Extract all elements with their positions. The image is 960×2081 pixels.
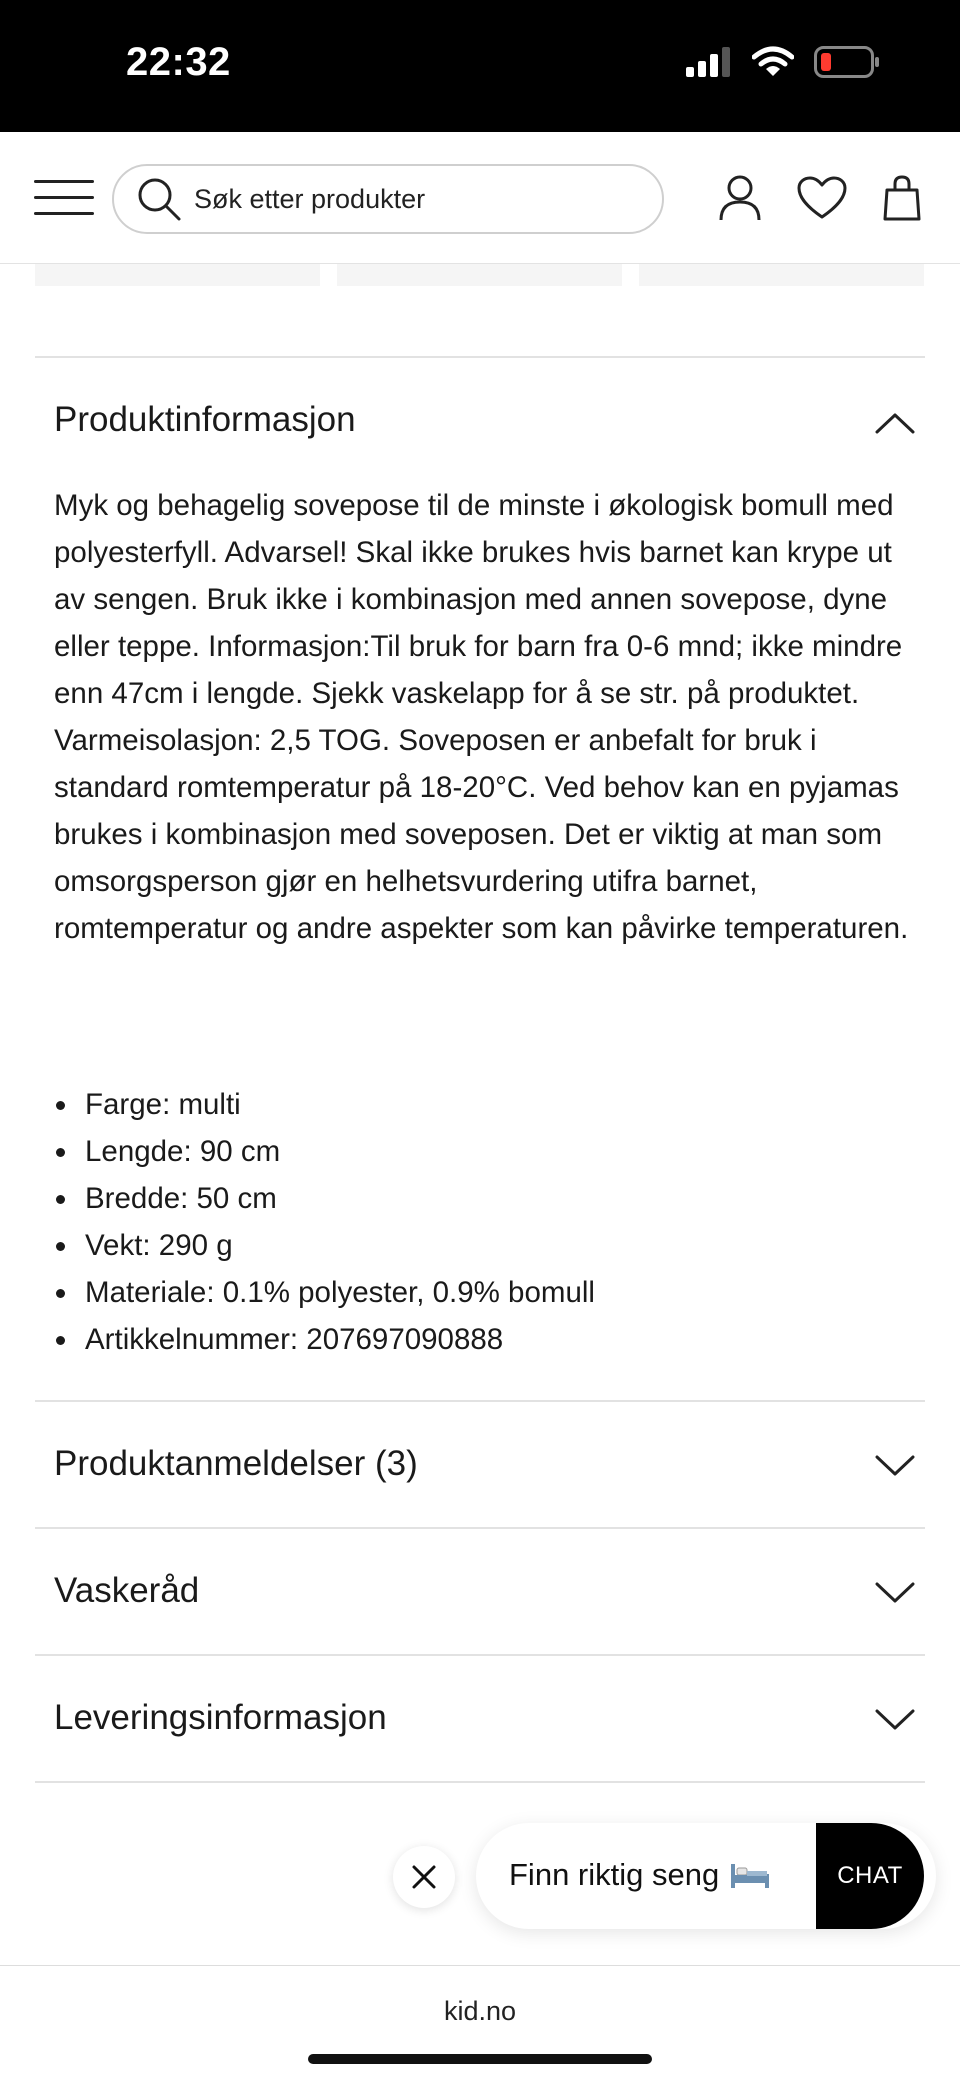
chevron-down-icon[interactable] — [874, 1454, 916, 1478]
chevron-down-icon[interactable] — [874, 1581, 916, 1605]
browser-url[interactable]: kid.no — [443, 1996, 517, 2026]
section-divider — [35, 1654, 925, 1656]
promo-text: Finn riktig seng — [509, 1857, 720, 1892]
menu-icon[interactable] — [34, 178, 94, 218]
product-description: Myk og behagelig sovepose til de minste i økologisk bomull med polyesterfyll. Advarsel! Skal ikke brukes hvis barnet kan krype ut av sengen. Bruk ikke i kombinasjon med annen sovepose, dyne eller teppe. Informasjon:Til bruk for barn fra 0-6 mnd; ikke mindre enn 47cm i lengde. Sjekk vaskelapp for å se str. på produktet. Varmeisolasjon: 2,5 TOG. Soveposen er anbefalt for bruk i standard romtemperatur på 18-20°C. Ved behov kan en pyjamas brukes i kombinasjon med soveposen. Det er viktig at man som omsorgsperson gjør en helhetsvurdering utifra barnet, romtemperatur og andre aspekter som kan påvirke temperaturen. — [54, 489, 909, 945]
status-bar — [0, 0, 960, 132]
related-product-thumb[interactable] — [337, 264, 622, 286]
search-icon — [136, 176, 182, 222]
chat-button[interactable]: CHAT — [816, 1823, 924, 1929]
spec-item: Lengde: 90 cm — [54, 1128, 914, 1175]
search-box[interactable] — [112, 164, 664, 234]
close-icon — [411, 1864, 437, 1890]
spec-item: Artikkelnummer: 207697090888 — [54, 1316, 914, 1363]
bed-icon — [729, 1860, 771, 1890]
bag-icon[interactable] — [876, 172, 928, 224]
section-title-produktanmeldelser[interactable]: Produktanmeldelser (3) — [54, 1444, 418, 1483]
home-indicator[interactable] — [308, 2054, 652, 2064]
section-divider — [35, 1781, 925, 1783]
chevron-up-icon[interactable] — [874, 411, 916, 435]
status-icons — [686, 46, 880, 83]
status-time: 22:32 — [126, 40, 231, 84]
related-product-thumb[interactable] — [639, 264, 924, 286]
close-promo-button[interactable] — [393, 1846, 455, 1908]
chevron-down-icon[interactable] — [874, 1708, 916, 1732]
related-product-thumb[interactable] — [35, 264, 320, 286]
section-title-vaskerad[interactable]: Vaskeråd — [54, 1571, 200, 1610]
section-title-produktinformasjon[interactable]: Produktinformasjon — [54, 400, 356, 439]
spec-item: Vekt: 290 g — [54, 1222, 914, 1269]
site-header — [0, 132, 960, 264]
browser-address-bar — [0, 1965, 960, 2081]
section-divider — [35, 356, 925, 358]
spec-item: Farge: multi — [54, 1081, 914, 1128]
signal-icon — [686, 47, 732, 82]
heart-icon[interactable] — [796, 172, 848, 224]
section-divider — [35, 1527, 925, 1529]
spec-item: Materiale: 0.1% polyester, 0.9% bomull — [54, 1269, 914, 1316]
promo-text-wrap — [509, 1857, 771, 1893]
section-divider — [35, 1400, 925, 1402]
wifi-icon — [752, 46, 794, 83]
spec-item: Bredde: 50 cm — [54, 1175, 914, 1222]
section-title-leveringsinformasjon[interactable]: Leveringsinformasjon — [54, 1698, 387, 1737]
account-icon[interactable] — [714, 172, 766, 224]
search-input[interactable] — [194, 184, 614, 215]
battery-low-icon — [814, 46, 880, 83]
product-specs — [54, 1081, 914, 1363]
